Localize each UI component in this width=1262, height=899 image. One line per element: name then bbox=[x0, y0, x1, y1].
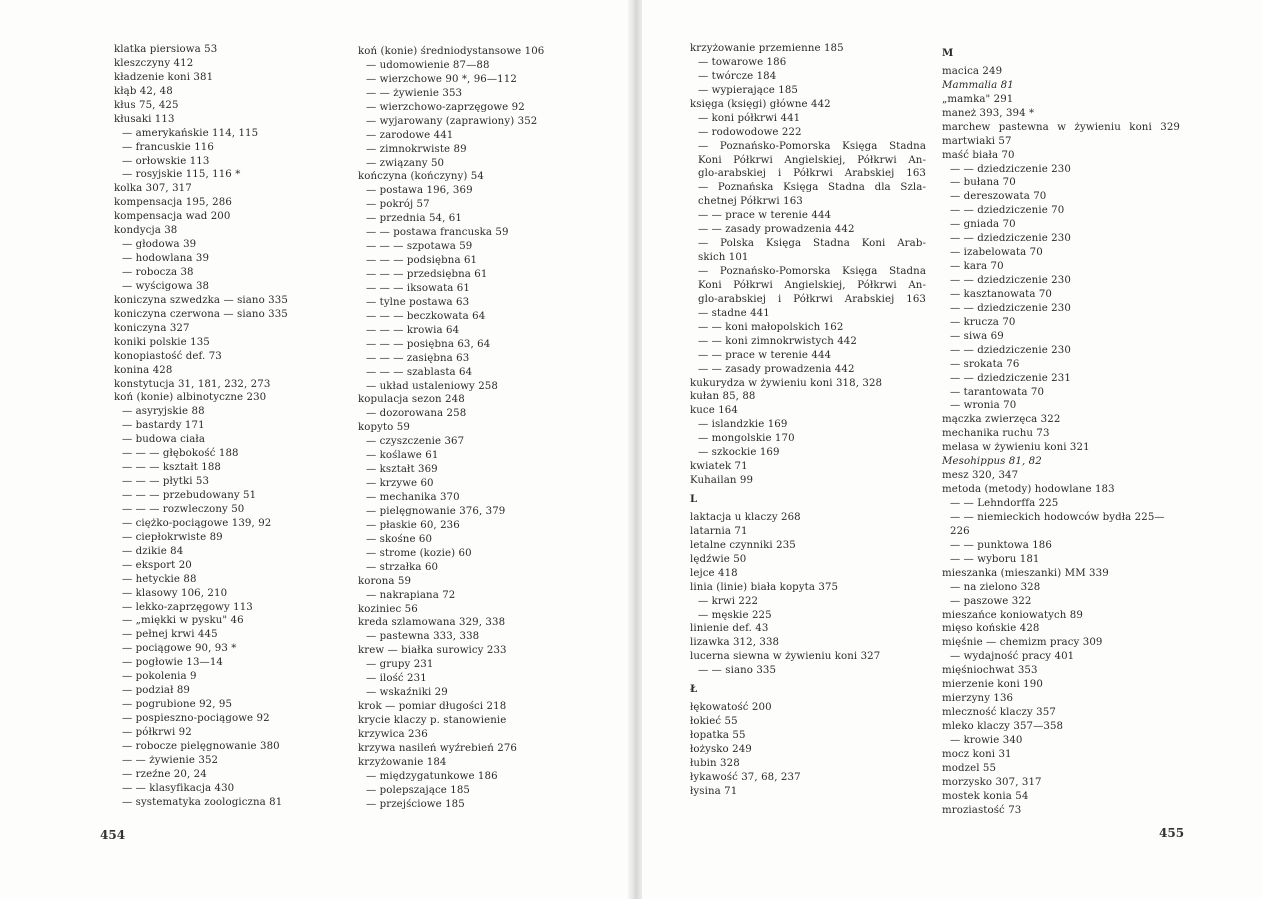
index-entry: mieszanka (mieszanki) MM 339 bbox=[942, 567, 1109, 579]
index-entry: — tarantowata 70 bbox=[950, 386, 1045, 398]
index-entry: — udomowienie 87—88 bbox=[366, 59, 490, 71]
index-column-right-2 bbox=[942, 42, 1180, 818]
index-entry: — robocze pielęgnowanie 380 bbox=[122, 740, 280, 752]
index-entry: — hetyckie 88 bbox=[122, 573, 197, 585]
index-entry: — rosyjskie 115, 116 * bbox=[122, 169, 241, 181]
index-entry: — asyryjskie 88 bbox=[122, 406, 205, 418]
index-entry: marchew pastewna w żywieniu koni 329 bbox=[942, 121, 1180, 133]
index-entry: — — dziedziczenie 230 bbox=[950, 233, 1071, 245]
index-entry: łękowatość 200 bbox=[690, 702, 772, 714]
index-entry: Mammalia 81 bbox=[942, 79, 1014, 91]
index-entry: — — — płytki 53 bbox=[122, 476, 210, 488]
index-entry: — płaskie 60, 236 bbox=[366, 519, 460, 531]
index-entry: letalne czynniki 235 bbox=[690, 539, 796, 551]
index-entry: mięśniochwat 353 bbox=[942, 665, 1038, 677]
index-entry: — — niemieckich hodowców bydła 225— bbox=[950, 511, 1165, 523]
index-entry: — wyścigowa 38 bbox=[122, 280, 210, 292]
index-entry: — nakrapiana 72 bbox=[366, 589, 456, 601]
index-entry: — dzikie 84 bbox=[122, 545, 184, 557]
index-entry: chetnej Półkrwi 163 bbox=[698, 196, 803, 208]
index-entry: mocz koni 31 bbox=[942, 748, 1012, 760]
index-entry: — — dziedziczenie 230 bbox=[950, 302, 1071, 314]
index-entry: koniczyna 327 bbox=[114, 322, 190, 334]
index-entry: — islandzkie 169 bbox=[698, 419, 788, 431]
index-entry: krzyżowanie 184 bbox=[358, 756, 447, 768]
index-entry: martwiaki 57 bbox=[942, 135, 1012, 147]
index-entry: — związany 50 bbox=[366, 157, 445, 169]
index-entry: — grupy 231 bbox=[366, 659, 434, 671]
index-entry: — — prace w terenie 444 bbox=[698, 349, 832, 361]
index-entry: — srokata 76 bbox=[950, 358, 1020, 370]
index-entry: mączka zwierzęca 322 bbox=[942, 414, 1061, 426]
index-entry: — koślawe 61 bbox=[366, 450, 439, 462]
index-entry: — eksport 20 bbox=[122, 559, 192, 571]
index-entry: kładzenie koni 381 bbox=[114, 71, 214, 83]
index-entry: — krowie 340 bbox=[950, 734, 1023, 746]
index-entry: — francuskie 116 bbox=[122, 141, 214, 153]
index-entry: kreda szlamowana 329, 338 bbox=[358, 617, 506, 629]
index-entry: — — dziedziczenie 230 bbox=[950, 275, 1071, 286]
index-entry: — systematyka zoologiczna 81 bbox=[122, 796, 283, 808]
index-entry: łożysko 249 bbox=[690, 743, 752, 755]
index-entry: łokieć 55 bbox=[690, 716, 738, 728]
index-entry: — pastewna 333, 338 bbox=[366, 631, 480, 643]
index-entry: — — — podsiębna 61 bbox=[366, 255, 478, 267]
index-entry: krzyżowanie przemienne 185 bbox=[690, 43, 844, 54]
index-entry: — pełnej krwi 445 bbox=[122, 629, 218, 641]
index-entry: mesz 320, 347 bbox=[942, 470, 1019, 482]
index-column-left-2 bbox=[358, 45, 568, 812]
index-entry: — męskie 225 bbox=[698, 609, 772, 621]
index-entry: — — — przebudowany 51 bbox=[122, 490, 257, 501]
index-entry: kuce 164 bbox=[690, 405, 738, 417]
index-entry: — czyszczenie 367 bbox=[366, 436, 465, 448]
index-entry: — bułana 70 bbox=[950, 177, 1016, 189]
index-entry: kułan 85, 88 bbox=[690, 391, 756, 403]
index-section-letter: M bbox=[942, 47, 954, 59]
index-entry: — — koni małopolskich 162 bbox=[698, 321, 844, 333]
index-entry: — międzygatunkowe 186 bbox=[366, 770, 498, 782]
index-entry: — — — krowia 64 bbox=[366, 324, 460, 336]
index-entry: koń (konie) średniodystansowe 106 bbox=[358, 46, 545, 57]
index-entry: — półkrwi 92 bbox=[122, 726, 192, 738]
index-entry: korona 59 bbox=[358, 575, 412, 587]
index-entry: — — prace w terenie 444 bbox=[698, 210, 832, 222]
index-entry: modzel 55 bbox=[942, 762, 997, 774]
index-entry: — siwa 69 bbox=[950, 330, 1004, 342]
index-entry: klatka piersiowa 53 bbox=[114, 44, 218, 55]
index-entry: — klasowy 106, 210 bbox=[122, 587, 228, 599]
index-entry: kolka 307, 317 bbox=[114, 183, 192, 195]
index-entry: kwiatek 71 bbox=[690, 461, 748, 473]
index-entry: — pielęgnowanie 376, 379 bbox=[366, 505, 506, 517]
index-entry: — pospieszno-pociągowe 92 bbox=[122, 713, 270, 724]
index-entry: maneż 393, 394 * bbox=[942, 107, 1035, 119]
index-entry: — robocza 38 bbox=[122, 267, 194, 278]
index-entry: krzywica 236 bbox=[358, 728, 428, 740]
index-entry: kompensacja wad 200 bbox=[114, 211, 231, 223]
index-entry: koniczyna czerwona — siano 335 bbox=[114, 308, 288, 320]
index-entry: — zarodowe 441 bbox=[366, 129, 454, 141]
index-entry: — Poznańska Księga Stadna dla Szla- bbox=[698, 182, 926, 194]
index-entry: — — punktowa 186 bbox=[950, 539, 1052, 551]
index-entry: „mamka" 291 bbox=[942, 93, 1014, 105]
index-entry: — — żywienie 352 bbox=[122, 754, 219, 766]
index-entry: Koni Półkrwi Angielskiej, Półkrwi An- bbox=[698, 154, 926, 166]
index-entry: — pogrubione 92, 95 bbox=[122, 699, 233, 711]
index-entry: kondycja 38 bbox=[114, 225, 178, 237]
index-entry: morzysko 307, 317 bbox=[942, 776, 1042, 788]
index-entry: linienie def. 43 bbox=[690, 623, 769, 635]
index-entry: — pokolenia 9 bbox=[122, 671, 197, 683]
index-entry: lucerna siewna w żywieniu koni 327 bbox=[690, 651, 881, 663]
index-entry: mostek konia 54 bbox=[942, 790, 1029, 802]
index-entry: — — dziedziczenie 230 bbox=[950, 163, 1071, 175]
index-entry: krycie klaczy p. stanowienie bbox=[358, 715, 507, 726]
index-entry: — rzeźne 20, 24 bbox=[122, 768, 207, 780]
index-entry: — mongolskie 170 bbox=[698, 433, 795, 445]
index-entry: — — — beczkowata 64 bbox=[366, 310, 486, 322]
index-entry: — towarowe 186 bbox=[698, 56, 787, 68]
index-entry: — — — szpotawa 59 bbox=[366, 241, 473, 253]
index-entry: — krwi 222 bbox=[698, 595, 759, 607]
index-entry: księga (księgi) główne 442 bbox=[690, 98, 831, 110]
index-entry: — wierzchowe 90 *, 96—112 bbox=[366, 73, 517, 85]
index-entry: — hodowlana 39 bbox=[122, 253, 210, 265]
index-entry: — — — iksowata 61 bbox=[366, 282, 470, 294]
index-entry: — — — szablasta 64 bbox=[366, 366, 473, 378]
index-entry: — koni półkrwi 441 bbox=[698, 112, 801, 124]
index-entry: kompensacja 195, 286 bbox=[114, 197, 232, 209]
index-section-letter: Ł bbox=[690, 683, 698, 696]
index-entry: kleszczyny 412 bbox=[114, 57, 194, 69]
index-entry: — krzywe 60 bbox=[366, 478, 434, 490]
index-entry: — ciepłokrwiste 89 bbox=[122, 531, 223, 543]
index-entry: kończyna (kończyny) 54 bbox=[358, 171, 484, 183]
index-column-left-1 bbox=[114, 43, 344, 810]
index-entry: — gniada 70 bbox=[950, 219, 1016, 231]
index-entry: krok — pomiar długości 218 bbox=[358, 701, 507, 713]
index-entry: — pokrój 57 bbox=[366, 199, 430, 211]
index-entry: — — Lehndorffa 225 bbox=[950, 498, 1059, 509]
index-entry: glo-arabskiej i Półkrwi Arabskiej 163 bbox=[698, 168, 926, 180]
index-entry: — Poznańsko-Pomorska Księga Stadna bbox=[698, 266, 926, 277]
index-entry: — wyjarowany (zaprawiony) 352 bbox=[366, 115, 538, 127]
index-entry: — wypierające 185 bbox=[698, 84, 799, 96]
index-entry: — izabelowata 70 bbox=[950, 247, 1043, 259]
index-entry: koniki polskie 135 bbox=[114, 336, 210, 348]
index-entry: mieszańce koniowatych 89 bbox=[942, 609, 1083, 621]
right-page bbox=[631, 0, 1262, 899]
index-entry: macica 249 bbox=[942, 65, 1003, 77]
index-entry: — — wyboru 181 bbox=[950, 553, 1040, 565]
index-entry: łubin 328 bbox=[690, 757, 740, 769]
index-column-right-1 bbox=[690, 42, 926, 799]
index-entry: — postawa 196, 369 bbox=[366, 185, 473, 197]
index-entry: — — — posiębna 63, 64 bbox=[366, 338, 491, 350]
index-entry: — — klasyfikacja 430 bbox=[122, 782, 235, 794]
index-entry: łykawość 37, 68, 237 bbox=[690, 771, 801, 783]
index-entry: lizawka 312, 338 bbox=[690, 637, 780, 649]
index-entry: — twórcze 184 bbox=[698, 70, 777, 82]
index-entry: — pogłowie 13—14 bbox=[122, 657, 223, 669]
index-entry: koń (konie) albinotyczne 230 bbox=[114, 392, 267, 404]
index-entry: Mesohippus 81, 82 bbox=[942, 456, 1042, 468]
index-entry: — — siano 335 bbox=[698, 665, 777, 677]
index-entry: kłąb 42, 48 bbox=[114, 85, 173, 97]
index-entry: konstytucja 31, 181, 232, 273 bbox=[114, 378, 271, 390]
index-entry: — — koni zimnokrwistych 442 bbox=[698, 335, 857, 347]
index-entry: koziniec 56 bbox=[358, 603, 418, 615]
index-entry: — Poznańsko-Pomorska Księga Stadna bbox=[698, 140, 926, 152]
page-number-right: 455 bbox=[1159, 826, 1185, 840]
index-entry: — stadne 441 bbox=[698, 307, 770, 319]
index-entry: — kara 70 bbox=[950, 261, 1004, 273]
index-entry: — wierzchowo-zaprzęgowe 92 bbox=[366, 101, 525, 113]
index-entry: — wskaźniki 29 bbox=[366, 687, 448, 699]
index-entry: kukurydza w żywieniu koni 318, 328 bbox=[690, 377, 883, 389]
index-entry: — — — głębokość 188 bbox=[122, 448, 239, 460]
index-entry: — amerykańskie 114, 115 bbox=[122, 127, 259, 139]
index-entry: — paszowe 322 bbox=[950, 595, 1032, 607]
index-entry: — polepszające 185 bbox=[366, 784, 471, 796]
index-entry: mięso końskie 428 bbox=[942, 623, 1040, 635]
index-entry: maść biała 70 bbox=[942, 149, 1015, 161]
index-entry: lędźwie 50 bbox=[690, 553, 747, 565]
index-entry: — kształt 369 bbox=[366, 464, 438, 476]
index-entry: — budowa ciała bbox=[122, 434, 206, 446]
index-entry: mechanika ruchu 73 bbox=[942, 428, 1050, 440]
index-entry: — — dziedziczenie 70 bbox=[950, 205, 1065, 217]
index-entry: — — zasady prowadzenia 442 bbox=[698, 224, 855, 236]
index-entry: — na zielono 328 bbox=[950, 581, 1041, 593]
index-entry: — — dziedziczenie 231 bbox=[950, 372, 1071, 384]
index-entry: konina 428 bbox=[114, 364, 173, 376]
index-entry: — — — rozwleczony 50 bbox=[122, 503, 245, 515]
index-entry: — głodowa 39 bbox=[122, 239, 197, 251]
index-entry: krzywa nasileń wyźrebień 276 bbox=[358, 742, 517, 754]
index-entry: — — zasady prowadzenia 442 bbox=[698, 363, 855, 375]
index-section-letter: L bbox=[690, 493, 698, 505]
index-entry: mleko klaczy 357—358 bbox=[942, 721, 1064, 732]
index-entry: — zimnokrwiste 89 bbox=[366, 143, 467, 155]
index-entry: kopulacja sezon 248 bbox=[358, 394, 465, 406]
index-entry: — przednia 54, 61 bbox=[366, 213, 462, 225]
index-entry: mięśnie — chemizm pracy 309 bbox=[942, 637, 1103, 649]
index-entry: łysina 71 bbox=[690, 785, 738, 797]
index-entry: — strome (kozie) 60 bbox=[366, 547, 472, 559]
index-entry: melasa w żywieniu koni 321 bbox=[942, 442, 1090, 454]
index-entry: — — — zasiębna 63 bbox=[366, 352, 470, 364]
index-entry: — ciężko-pociągowe 139, 92 bbox=[122, 517, 272, 529]
index-entry: Kuhailan 99 bbox=[690, 475, 754, 487]
index-entry: — — postawa francuska 59 bbox=[366, 227, 509, 239]
index-entry: — lekko-zaprzęgowy 113 bbox=[122, 601, 253, 613]
index-entry: mleczność klaczy 357 bbox=[942, 707, 1056, 719]
index-entry: konopiastość def. 73 bbox=[114, 350, 222, 362]
index-entry: — pociągowe 90, 93 * bbox=[122, 643, 237, 655]
index-entry: 226 bbox=[950, 525, 970, 537]
index-entry: — mechanika 370 bbox=[366, 492, 460, 503]
index-entry: — podział 89 bbox=[122, 685, 191, 697]
index-entry: — dozorowana 258 bbox=[366, 408, 467, 420]
index-entry: — — żywienie 353 bbox=[366, 87, 463, 99]
index-entry: — przejściowe 185 bbox=[366, 798, 465, 810]
index-entry: — rodowodowe 222 bbox=[698, 126, 802, 138]
index-entry: kłusaki 113 bbox=[114, 113, 175, 125]
index-entry: — — dziedziczenie 230 bbox=[950, 344, 1071, 356]
index-entry: — wydajność pracy 401 bbox=[950, 651, 1075, 663]
index-entry: — szkockie 169 bbox=[698, 447, 780, 459]
index-entry: — tylne postawa 63 bbox=[366, 296, 470, 308]
index-entry: mierzyny 136 bbox=[942, 693, 1014, 705]
index-entry: — bastardy 171 bbox=[122, 420, 205, 432]
index-entry: — skośne 60 bbox=[366, 533, 433, 545]
index-entry: koniczyna szwedzka — siano 335 bbox=[114, 294, 288, 306]
index-entry: lejce 418 bbox=[690, 567, 738, 579]
index-entry: krew — białka surowicy 233 bbox=[358, 645, 507, 657]
index-entry: — Polska Księga Stadna Koni Arab- bbox=[698, 238, 926, 250]
index-entry: metoda (metody) hodowlane 183 bbox=[942, 484, 1115, 496]
index-entry: — kasztanowata 70 bbox=[950, 288, 1052, 300]
index-entry: — orłowskie 113 bbox=[122, 155, 210, 167]
index-entry: — strzałka 60 bbox=[366, 561, 439, 573]
index-entry: kopyto 59 bbox=[358, 422, 410, 434]
index-entry: latarnia 71 bbox=[690, 525, 748, 537]
book-gutter bbox=[628, 0, 642, 899]
index-entry: — — — kształt 188 bbox=[122, 462, 221, 474]
index-entry: — wronia 70 bbox=[950, 400, 1017, 412]
index-entry: — dereszowata 70 bbox=[950, 191, 1047, 203]
index-entry: — ilość 231 bbox=[366, 673, 427, 685]
index-entry: skich 101 bbox=[698, 252, 749, 264]
index-entry: łopatka 55 bbox=[690, 730, 746, 741]
index-entry: linia (linie) biała kopyta 375 bbox=[690, 581, 839, 593]
index-entry: — „miękki w pysku" 46 bbox=[122, 615, 244, 627]
index-entry: glo-arabskiej i Półkrwi Arabskiej 163 bbox=[698, 293, 926, 305]
index-entry: mroziastość 73 bbox=[942, 804, 1022, 816]
index-entry: — układ ustaleniowy 258 bbox=[366, 380, 498, 392]
index-entry: — krucza 70 bbox=[950, 316, 1016, 328]
index-entry: Koni Półkrwi Angielskiej, Półkrwi An- bbox=[698, 279, 926, 291]
index-entry: — — — przedsiębna 61 bbox=[366, 269, 488, 280]
page-number-left: 454 bbox=[100, 828, 126, 842]
index-entry: mierzenie koni 190 bbox=[942, 679, 1043, 691]
index-entry: laktacja u klaczy 268 bbox=[690, 511, 801, 523]
index-entry: kłus 75, 425 bbox=[114, 99, 179, 111]
